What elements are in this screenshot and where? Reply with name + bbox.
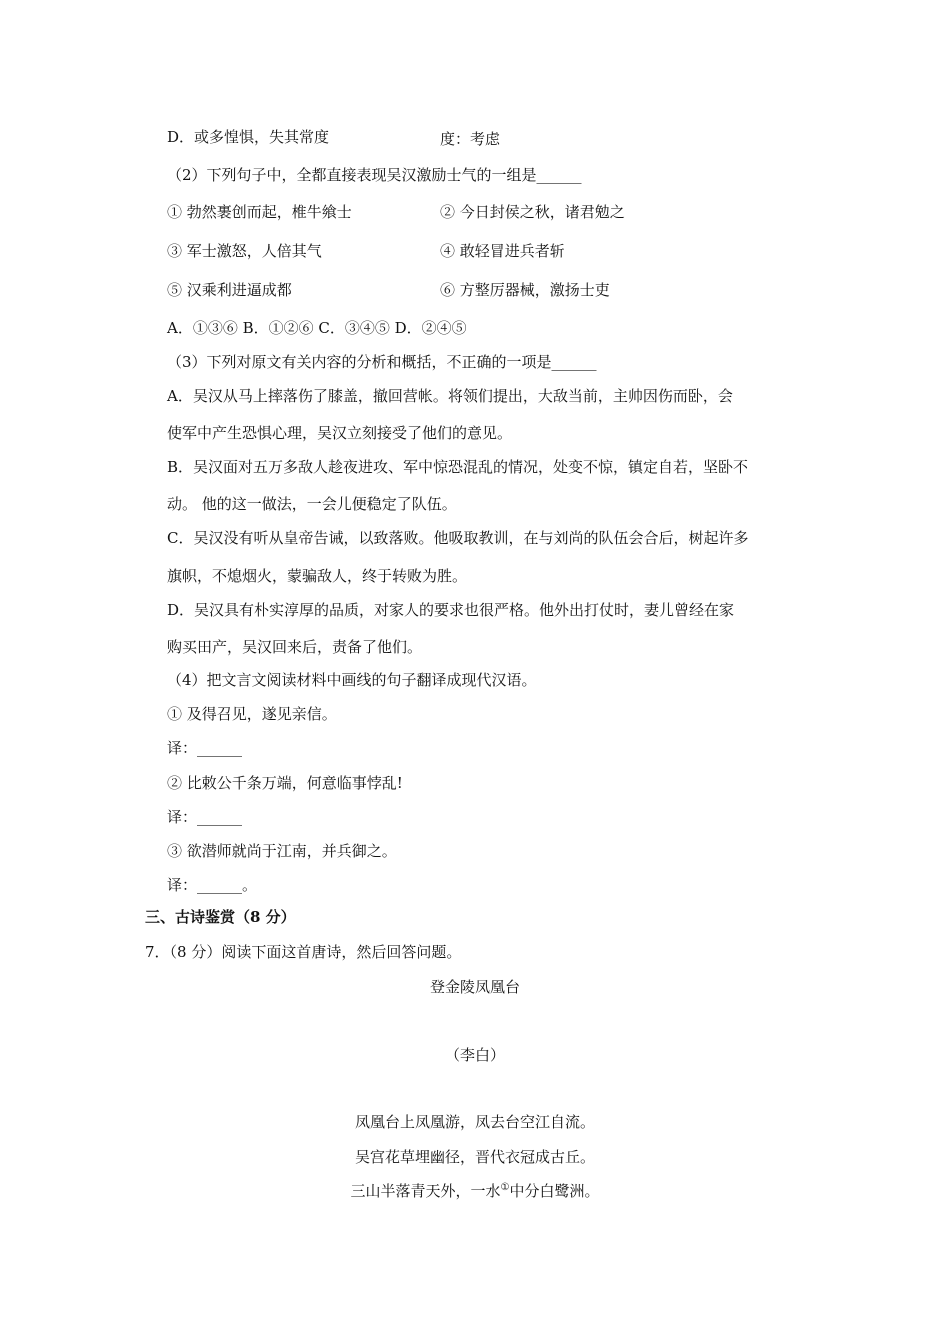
part3-stem: （3）下列对原文有关内容的分析和概括，不正确的一项是______ xyxy=(167,353,597,371)
part2-item: ⑤ 汉乘利进逼成都 xyxy=(167,281,292,299)
part2-item: ③ 军士激怒，人倍其气 xyxy=(167,242,322,260)
question-7-stem: 7．（8 分）阅读下面这首唐诗，然后回答问题。 xyxy=(145,943,462,961)
poem-line xyxy=(0,1181,950,1201)
part2-item: ⑥ 方整厉器械，激扬士吏 xyxy=(440,281,610,299)
part4-line: 译：______。 xyxy=(167,876,258,894)
part4-line: 译：______ xyxy=(167,739,243,757)
part4-line: ② 比敕公千条万端，何意临事悖乱! xyxy=(167,774,403,792)
part2-item: ② 今日封侯之秋，诸君勉之 xyxy=(440,203,625,221)
part4-line: 译：______ xyxy=(167,808,243,826)
footnote-marker: ① xyxy=(500,1182,510,1193)
part3-option-line: D．吴汉具有朴实淳厚的品质，对家人的要求也很严格。他外出打仗时，妻儿曾经在家 xyxy=(167,601,735,619)
part2-item: ① 勃然裹创而起，椎牛飨士 xyxy=(167,203,352,221)
part3-option-line: 动。 他的这一做法，一会儿便稳定了队伍。 xyxy=(167,495,457,513)
part2-stem: （2）下列句子中，全都直接表现吴汉激励士气的一组是______ xyxy=(167,166,582,184)
section-heading: 三、古诗鉴赏（8 分） xyxy=(145,908,296,926)
part3-option-line: 旗帜，不熄烟火，蒙骗敌人，终于转败为胜。 xyxy=(167,567,468,585)
part2-item: ④ 敢轻冒进兵者斩 xyxy=(440,242,565,260)
part3-option-line: 使军中产生恐惧心理，吴汉立刻接受了他们的意见。 xyxy=(167,424,513,442)
part3-option-line: C．吴汉没有听从皇帝告诫，以致落败。他吸取教训，在与刘尚的队伍会合后，树起许多 xyxy=(167,529,749,547)
poem-title: 登金陵凤凰台 xyxy=(429,978,520,996)
part3-option-line: 购买田产，吴汉回来后，责备了他们。 xyxy=(167,638,423,656)
poem-line: 凤凰台上凤凰游，凤去台空江自流。 xyxy=(354,1113,595,1131)
poem-author: （李白） xyxy=(444,1046,505,1064)
option-d-sentence: D．或多惶惧，失其常度 xyxy=(167,128,330,146)
poem-line-text: 三山半落青天外，一水 xyxy=(350,1182,501,1200)
part4-line: ③ 欲潜师就尚于江南，并兵御之。 xyxy=(167,842,397,860)
part3-option-line: A．吴汉从马上摔落伤了膝盖，撤回营帐。将领们提出，大敌当前，主帅因伤而卧，会 xyxy=(167,387,733,405)
part4-line: ① 及得召见，遂见亲信。 xyxy=(167,705,337,723)
poem-line-text: 中分白鹭洲。 xyxy=(509,1182,600,1200)
part4-stem: （4）把文言文阅读材料中画线的句子翻译成现代汉语。 xyxy=(167,671,537,689)
poem-line: 吴宫花草埋幽径，晋代衣冠成古丘。 xyxy=(354,1148,595,1166)
option-d-gloss: 度：考虑 xyxy=(440,130,501,148)
part2-choices: A．①③⑥ B．①②⑥ C．③④⑤ D．②④⑤ xyxy=(167,319,467,337)
part3-option-line: B．吴汉面对五万多敌人趁夜进攻、军中惊恐混乱的情况，处变不惊，镇定自若，坚卧不 xyxy=(167,458,749,476)
